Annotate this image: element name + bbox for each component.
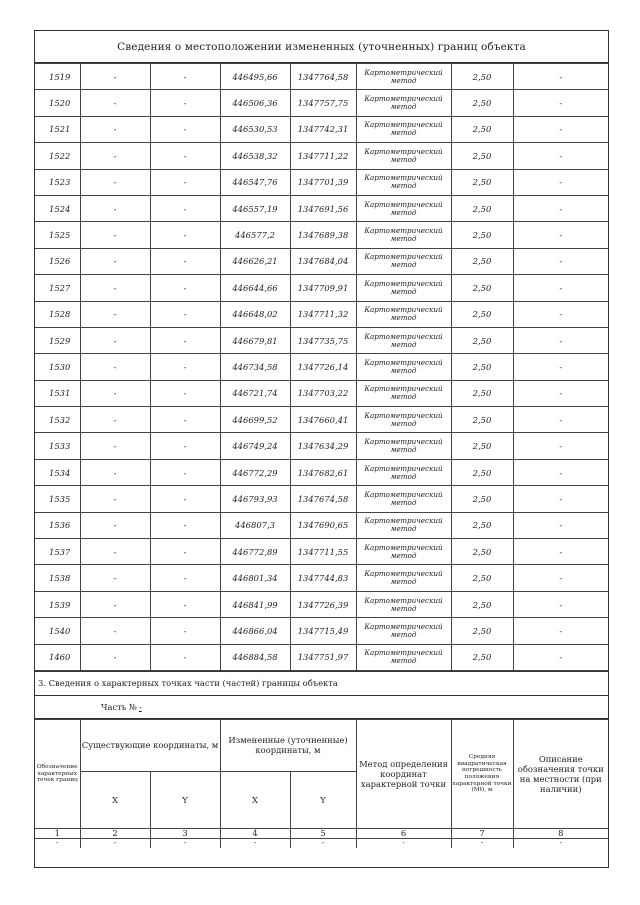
table-row <box>35 169 608 195</box>
cell-description: - <box>513 433 608 459</box>
cell-changed-y: 1347726,14 <box>290 354 356 380</box>
method-line-2: метод <box>390 497 417 507</box>
cell-existing-x: - <box>80 116 150 142</box>
cell-existing-x: - <box>80 486 150 512</box>
cell-changed-x: 446721,74 <box>220 380 290 406</box>
cell-mean-error: 2,50 <box>451 407 513 433</box>
table-row <box>35 486 608 512</box>
cell-description: - <box>513 459 608 485</box>
method-line-2: метод <box>390 181 417 191</box>
cell-changed-x: 446495,66 <box>220 64 290 90</box>
method-line-2: метод <box>390 550 417 560</box>
coordinates-table <box>35 63 608 671</box>
cell-method <box>356 644 451 670</box>
cell-method <box>356 169 451 195</box>
cell-changed-y: 1347711,55 <box>290 539 356 565</box>
cell-mean-error: 2,50 <box>451 116 513 142</box>
cell-changed-x: 446749,24 <box>220 433 290 459</box>
cell-description: - <box>513 565 608 591</box>
cell-existing-x: - <box>80 407 150 433</box>
cell-description: - <box>513 301 608 327</box>
cell-existing-y: - <box>150 327 220 353</box>
cell-changed-x: 446866,04 <box>220 618 290 644</box>
cell-point-number: 1527 <box>35 275 80 301</box>
col-point-designation: Обозначение характерных точек границ <box>35 719 80 828</box>
table-row <box>35 512 608 538</box>
cell-changed-x: 446734,58 <box>220 354 290 380</box>
cell-changed-x: 446841,99 <box>220 591 290 617</box>
method-line-2: метод <box>390 392 417 402</box>
table-row <box>35 591 608 617</box>
cell-point-number: 1537 <box>35 539 80 565</box>
cell-existing-y: - <box>150 275 220 301</box>
cell-description: - <box>513 90 608 116</box>
cell-existing-y: - <box>150 301 220 327</box>
col-existing-y: Y <box>150 771 220 828</box>
cell-point-number: 1523 <box>35 169 80 195</box>
cell-method <box>356 433 451 459</box>
table-row <box>35 433 608 459</box>
cell-point-number: 1531 <box>35 380 80 406</box>
method-line-2: метод <box>390 629 417 639</box>
cell-mean-error: 2,50 <box>451 512 513 538</box>
cell-mean-error: 2,50 <box>451 486 513 512</box>
cell-mean-error: 2,50 <box>451 64 513 90</box>
cell-existing-y: - <box>150 433 220 459</box>
cell-method <box>356 301 451 327</box>
cell-method <box>356 512 451 538</box>
cell-mean-error: 2,50 <box>451 539 513 565</box>
method-line-2: метод <box>390 524 417 534</box>
cell-method <box>356 275 451 301</box>
method-line-1: Картометрический <box>364 410 443 420</box>
cell-existing-y: - <box>150 644 220 670</box>
cell-changed-y: 1347742,31 <box>290 116 356 142</box>
cell-changed-y: 1347690,65 <box>290 512 356 538</box>
empty-cell: - <box>290 838 356 848</box>
method-line-2: метод <box>390 656 417 666</box>
cell-existing-y: - <box>150 459 220 485</box>
cell-point-number: 1534 <box>35 459 80 485</box>
cell-description: - <box>513 143 608 169</box>
cell-method <box>356 539 451 565</box>
method-line-1: Картометрический <box>364 516 443 526</box>
cell-description: - <box>513 222 608 248</box>
part-label: Часть № <box>101 701 137 712</box>
cell-mean-error: 2,50 <box>451 433 513 459</box>
cell-existing-x: - <box>80 195 150 221</box>
cell-point-number: 1526 <box>35 248 80 274</box>
cell-mean-error: 2,50 <box>451 644 513 670</box>
method-line-1: Картометрический <box>364 146 443 156</box>
empty-cell: - <box>80 838 150 848</box>
cell-changed-x: 446506,36 <box>220 90 290 116</box>
cell-existing-x: - <box>80 64 150 90</box>
cell-changed-x: 446547,76 <box>220 169 290 195</box>
cell-existing-x: - <box>80 248 150 274</box>
table-row <box>35 459 608 485</box>
table-row <box>35 275 608 301</box>
method-line-1: Картометрический <box>364 463 443 473</box>
cell-changed-y: 1347684,04 <box>290 248 356 274</box>
method-line-1: Картометрический <box>364 357 443 367</box>
cell-point-number: 1530 <box>35 354 80 380</box>
cell-description: - <box>513 195 608 221</box>
section-3-table <box>35 719 608 848</box>
method-line-1: Картометрический <box>364 252 443 262</box>
cell-changed-x: 446648,02 <box>220 301 290 327</box>
cell-mean-error: 2,50 <box>451 327 513 353</box>
cell-existing-y: - <box>150 486 220 512</box>
table-row <box>35 380 608 406</box>
cell-description: - <box>513 248 608 274</box>
cell-changed-x: 446793,93 <box>220 486 290 512</box>
cell-existing-x: - <box>80 433 150 459</box>
method-line-1: Картометрический <box>364 489 443 499</box>
cell-existing-y: - <box>150 539 220 565</box>
cell-point-number: 1540 <box>35 618 80 644</box>
cell-mean-error: 2,50 <box>451 565 513 591</box>
method-line-1: Картометрический <box>364 569 443 579</box>
col-mean-error: Средняя квадратическая погрешность положения характерной точки (Mt), м <box>451 719 513 828</box>
cell-changed-x: 446626,21 <box>220 248 290 274</box>
table-header-title: Сведения о местоположении измененных (уточненных) границ объекта <box>35 31 608 63</box>
col-number: 8 <box>513 828 608 838</box>
cell-mean-error: 2,50 <box>451 275 513 301</box>
table-row <box>35 407 608 433</box>
method-line-2: метод <box>390 365 417 375</box>
cell-mean-error: 2,50 <box>451 90 513 116</box>
cell-existing-x: - <box>80 618 150 644</box>
empty-cell: - <box>150 838 220 848</box>
empty-cell: - <box>35 838 80 848</box>
cell-description: - <box>513 354 608 380</box>
table-row <box>35 565 608 591</box>
col-changed-y: Y <box>290 771 356 828</box>
cell-method <box>356 459 451 485</box>
cell-changed-x: 446884,58 <box>220 644 290 670</box>
cell-existing-x: - <box>80 90 150 116</box>
cell-changed-x: 446772,29 <box>220 459 290 485</box>
cell-mean-error: 2,50 <box>451 143 513 169</box>
col-changed-coordinates: Измененные (уточненные) координаты, м <box>220 719 356 771</box>
cell-description: - <box>513 380 608 406</box>
cell-method <box>356 486 451 512</box>
cell-point-number: 1522 <box>35 143 80 169</box>
method-line-1: Картометрический <box>364 542 443 552</box>
method-line-1: Картометрический <box>364 384 443 394</box>
method-line-2: метод <box>390 286 417 296</box>
col-existing-x: X <box>80 771 150 828</box>
cell-point-number: 1528 <box>35 301 80 327</box>
cell-changed-x: 446557,19 <box>220 195 290 221</box>
cell-description: - <box>513 591 608 617</box>
cell-changed-x: 446679,81 <box>220 327 290 353</box>
cell-description: - <box>513 64 608 90</box>
cell-point-number: 1525 <box>35 222 80 248</box>
method-line-2: метод <box>390 260 417 270</box>
cell-mean-error: 2,50 <box>451 222 513 248</box>
cell-existing-y: - <box>150 354 220 380</box>
empty-cell: - <box>356 838 451 848</box>
col-number: 5 <box>290 828 356 838</box>
method-line-1: Картометрический <box>364 94 443 104</box>
table-row <box>35 222 608 248</box>
method-line-2: метод <box>390 445 417 455</box>
table-row <box>35 90 608 116</box>
method-line-1: Картометрический <box>364 278 443 288</box>
cell-description: - <box>513 539 608 565</box>
cell-method <box>356 565 451 591</box>
cell-existing-y: - <box>150 380 220 406</box>
table-row <box>35 64 608 90</box>
cell-changed-y: 1347757,75 <box>290 90 356 116</box>
cell-point-number: 1519 <box>35 64 80 90</box>
cell-existing-x: - <box>80 512 150 538</box>
cell-description: - <box>513 169 608 195</box>
cell-existing-x: - <box>80 327 150 353</box>
cell-existing-y: - <box>150 195 220 221</box>
table-row <box>35 301 608 327</box>
cell-point-number: 1524 <box>35 195 80 221</box>
col-number: 4 <box>220 828 290 838</box>
cell-changed-x: 446538,32 <box>220 143 290 169</box>
cell-changed-y: 1347689,38 <box>290 222 356 248</box>
method-line-1: Картометрический <box>364 648 443 658</box>
cell-existing-y: - <box>150 407 220 433</box>
table-row <box>35 618 608 644</box>
cell-mean-error: 2,50 <box>451 459 513 485</box>
empty-cell: - <box>220 838 290 848</box>
cell-method <box>356 407 451 433</box>
cell-mean-error: 2,50 <box>451 380 513 406</box>
cell-existing-x: - <box>80 459 150 485</box>
cell-existing-y: - <box>150 90 220 116</box>
cell-method <box>356 64 451 90</box>
cell-method <box>356 354 451 380</box>
cell-changed-y: 1347660,41 <box>290 407 356 433</box>
cell-method <box>356 591 451 617</box>
cell-method <box>356 327 451 353</box>
method-line-1: Картометрический <box>364 437 443 447</box>
cell-method <box>356 90 451 116</box>
cell-changed-y: 1347634,29 <box>290 433 356 459</box>
col-description: Описание обозначения точки на местности (при наличии) <box>513 719 608 828</box>
cell-method <box>356 222 451 248</box>
cell-changed-x: 446801,34 <box>220 565 290 591</box>
col-number: 2 <box>80 828 150 838</box>
cell-point-number: 1460 <box>35 644 80 670</box>
cell-existing-y: - <box>150 116 220 142</box>
method-line-1: Картометрический <box>364 67 443 77</box>
empty-cell: - <box>513 838 608 848</box>
cell-existing-x: - <box>80 380 150 406</box>
cell-changed-y: 1347751,97 <box>290 644 356 670</box>
cell-mean-error: 2,50 <box>451 354 513 380</box>
cell-point-number: 1535 <box>35 486 80 512</box>
cell-existing-x: - <box>80 565 150 591</box>
table-row <box>35 248 608 274</box>
cell-point-number: 1529 <box>35 327 80 353</box>
coordinates-sheet <box>34 30 609 868</box>
cell-existing-x: - <box>80 275 150 301</box>
cell-changed-x: 446530,53 <box>220 116 290 142</box>
cell-description: - <box>513 486 608 512</box>
col-number: 3 <box>150 828 220 838</box>
cell-method <box>356 248 451 274</box>
col-number: 1 <box>35 828 80 838</box>
method-line-2: метод <box>390 102 417 112</box>
method-line-1: Картометрический <box>364 173 443 183</box>
method-line-2: метод <box>390 75 417 85</box>
part-number-row <box>35 696 608 719</box>
table-row <box>35 195 608 221</box>
cell-changed-y: 1347764,58 <box>290 64 356 90</box>
cell-point-number: 1521 <box>35 116 80 142</box>
cell-description: - <box>513 644 608 670</box>
table-row <box>35 644 608 670</box>
cell-point-number: 1532 <box>35 407 80 433</box>
cell-method <box>356 143 451 169</box>
cell-existing-x: - <box>80 644 150 670</box>
cell-existing-y: - <box>150 618 220 644</box>
cell-existing-x: - <box>80 143 150 169</box>
cell-existing-y: - <box>150 143 220 169</box>
cell-existing-x: - <box>80 169 150 195</box>
cell-description: - <box>513 407 608 433</box>
method-line-1: Картометрический <box>364 305 443 315</box>
cell-existing-y: - <box>150 512 220 538</box>
cell-mean-error: 2,50 <box>451 591 513 617</box>
method-line-2: метод <box>390 234 417 244</box>
method-line-2: метод <box>390 603 417 613</box>
method-line-1: Картометрический <box>364 595 443 605</box>
table-row <box>35 116 608 142</box>
cell-changed-y: 1347682,61 <box>290 459 356 485</box>
cell-description: - <box>513 116 608 142</box>
cell-method <box>356 195 451 221</box>
method-line-2: метод <box>390 207 417 217</box>
method-line-2: метод <box>390 128 417 138</box>
cell-existing-y: - <box>150 565 220 591</box>
cell-point-number: 1539 <box>35 591 80 617</box>
table-row <box>35 539 608 565</box>
cell-changed-x: 446699,52 <box>220 407 290 433</box>
cell-mean-error: 2,50 <box>451 169 513 195</box>
cell-mean-error: 2,50 <box>451 248 513 274</box>
cell-existing-x: - <box>80 591 150 617</box>
cell-changed-y: 1347744,83 <box>290 565 356 591</box>
cell-existing-y: - <box>150 64 220 90</box>
method-line-1: Картометрический <box>364 226 443 236</box>
cell-existing-y: - <box>150 222 220 248</box>
method-line-1: Картометрический <box>364 331 443 341</box>
cell-description: - <box>513 327 608 353</box>
cell-changed-y: 1347715,49 <box>290 618 356 644</box>
method-line-2: метод <box>390 577 417 587</box>
cell-method <box>356 618 451 644</box>
cell-changed-y: 1347701,39 <box>290 169 356 195</box>
cell-changed-y: 1347726,39 <box>290 591 356 617</box>
cell-existing-x: - <box>80 539 150 565</box>
section-3-title: 3. Сведения о характерных точках части (частей) границы объекта <box>35 671 608 696</box>
cell-changed-y: 1347735,75 <box>290 327 356 353</box>
cell-changed-x: 446577,2 <box>220 222 290 248</box>
cell-existing-x: - <box>80 354 150 380</box>
cell-changed-x: 446644,66 <box>220 275 290 301</box>
method-line-2: метод <box>390 313 417 323</box>
table-row <box>35 143 608 169</box>
cell-changed-y: 1347703,22 <box>290 380 356 406</box>
cell-mean-error: 2,50 <box>451 195 513 221</box>
method-line-2: метод <box>390 471 417 481</box>
cell-existing-y: - <box>150 248 220 274</box>
method-line-2: метод <box>390 339 417 349</box>
cell-changed-x: 446772,89 <box>220 539 290 565</box>
col-method: Метод определения координат характерной точки <box>356 719 451 828</box>
col-number: 7 <box>451 828 513 838</box>
method-line-1: Картометрический <box>364 199 443 209</box>
cell-method <box>356 380 451 406</box>
cell-changed-y: 1347711,22 <box>290 143 356 169</box>
col-existing-coordinates: Существующие координаты, м <box>80 719 220 771</box>
cell-mean-error: 2,50 <box>451 618 513 644</box>
cell-changed-y: 1347674,58 <box>290 486 356 512</box>
method-line-2: метод <box>390 154 417 164</box>
cell-point-number: 1520 <box>35 90 80 116</box>
cell-existing-y: - <box>150 591 220 617</box>
col-changed-x: X <box>220 771 290 828</box>
cell-changed-y: 1347709,91 <box>290 275 356 301</box>
cell-point-number: 1533 <box>35 433 80 459</box>
part-value: - <box>138 701 142 712</box>
cell-method <box>356 116 451 142</box>
cell-changed-x: 446807,3 <box>220 512 290 538</box>
cell-point-number: 1536 <box>35 512 80 538</box>
cell-mean-error: 2,50 <box>451 301 513 327</box>
col-number: 6 <box>356 828 451 838</box>
table-row <box>35 327 608 353</box>
method-line-1: Картометрический <box>364 120 443 130</box>
cell-existing-x: - <box>80 301 150 327</box>
cell-existing-x: - <box>80 222 150 248</box>
table-row <box>35 354 608 380</box>
cell-existing-y: - <box>150 169 220 195</box>
method-line-1: Картометрический <box>364 621 443 631</box>
empty-cell: - <box>451 838 513 848</box>
cell-changed-y: 1347711,32 <box>290 301 356 327</box>
cell-changed-y: 1347691,56 <box>290 195 356 221</box>
cell-description: - <box>513 618 608 644</box>
cell-description: - <box>513 512 608 538</box>
cell-point-number: 1538 <box>35 565 80 591</box>
method-line-2: метод <box>390 418 417 428</box>
cell-description: - <box>513 275 608 301</box>
